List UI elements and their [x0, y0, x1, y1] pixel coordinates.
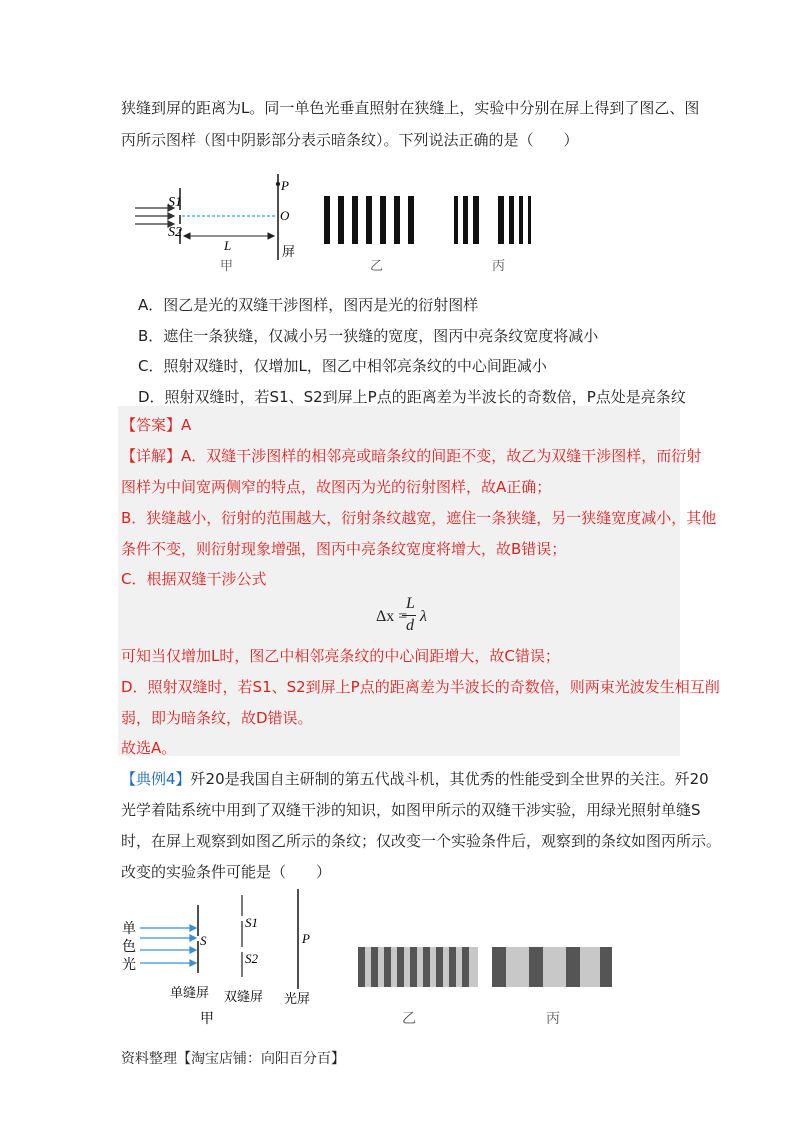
formula-denominator: d — [406, 617, 414, 634]
example4-line-2: 光学着陆系统中用到了双缝干涉的知识，如图甲所示的双缝干涉实验，用绿光照射单缝S — [121, 801, 701, 819]
pattern-bing — [454, 196, 531, 244]
question-line-2: 丙所示图样（图中阴影部分表示暗条纹）。下列说法正确的是（ ） — [121, 131, 579, 149]
light-label-1: 单 — [122, 921, 136, 937]
detail-b-line-2: 条件不变，则衍射现象增强，图丙中亮条纹宽度将增大，故B错误； — [121, 540, 567, 558]
example4-line-3: 时，在屏上观察到如图乙所示的条纹；仅改变一个实验条件后，观察到的条纹如图丙所示。 — [121, 832, 722, 850]
answer-label: 【答案】A — [121, 416, 192, 434]
detail-c-line-1: C．根据双缝干涉公式 — [121, 570, 267, 588]
footer-note: 资料整理【淘宝店铺：向阳百分百】 — [121, 1051, 345, 1067]
option-a: A．图乙是光的双缝干涉图样，图丙是光的衍射图样 — [138, 296, 479, 314]
label-s1-fig2: S1 — [245, 915, 258, 930]
label-single-slit: 单缝屏 — [170, 986, 210, 1001]
caption-yi-2: 乙 — [402, 1011, 416, 1027]
example4-text-1: 歼20是我国自主研制的第五代战斗机，其优秀的性能受到全世界的关注。歼20 — [190, 770, 709, 788]
label-light-screen: 光屏 — [284, 992, 311, 1007]
formula-numerator: L — [406, 595, 415, 612]
label-double-slit: 双缝屏 — [224, 990, 264, 1005]
label-s2-fig2: S2 — [245, 951, 258, 966]
detail-line-2: 图样为中间宽两侧窄的特点，故图丙为光的衍射图样，故A正确； — [121, 478, 552, 496]
caption-yi-1: 乙 — [370, 259, 384, 274]
pattern-yi-2 — [358, 947, 478, 987]
example4-line-1 — [121, 768, 709, 789]
light-arrows — [140, 925, 196, 966]
option-d: D．照射双缝时，若S1、S2到屏上P点的距离差为半波长的奇数倍，P点处是亮条纹 — [138, 388, 686, 406]
final-answer: 故选A。 — [121, 739, 177, 757]
pattern-bing-2 — [492, 947, 612, 987]
example4-label: 【典例4】 — [121, 770, 191, 788]
pattern-yi — [324, 196, 414, 244]
option-b: B．遮住一条狭缝，仅减小另一狭缝的宽度，图丙中亮条纹宽度将减小 — [138, 327, 599, 345]
label-s: S — [200, 933, 207, 948]
label-screen: 屏 — [282, 245, 296, 260]
option-c: C．照射双缝时，仅增加L，图乙中相邻亮条纹的中心间距减小 — [138, 357, 547, 375]
label-s2: S2 — [168, 225, 182, 240]
light-label-2: 色 — [122, 939, 136, 955]
label-s1: S1 — [168, 195, 182, 210]
caption-bing-2: 丙 — [546, 1011, 560, 1027]
light-label-3: 光 — [122, 957, 136, 973]
formula-lambda: λ — [420, 608, 427, 625]
figure-1 — [130, 166, 550, 276]
detail-d-line-1: D．照射双缝时，若S1、S2到屏上P点的距离差为半波长的奇数倍，则两束光波发生相互削 — [121, 678, 720, 696]
detail-c-line-2: 可知当仅增加L时，图乙中相邻亮条纹的中心间距增大，故C错误； — [121, 647, 560, 665]
label-p-fig2: P — [302, 931, 310, 946]
question-line-1: 狭缝到屏的距离为L。同一单色光垂直照射在狭缝上，实验中分别在屏上得到了图乙、图 — [121, 99, 700, 117]
point-p — [276, 182, 280, 186]
figure-2 — [118, 885, 628, 1030]
fraction-bar — [402, 615, 416, 616]
caption-bing-1: 丙 — [492, 259, 506, 274]
detail-line-1: 【详解】A．双缝干涉图样的相邻亮或暗条纹的间距不变，故乙为双缝干涉图样，而衍射 — [121, 447, 702, 465]
detail-b-line-1: B．狭缝越小，衍射的范围越大，衍射条纹越宽，遮住一条狭缝，另一狭缝宽度减小，其他 — [121, 509, 717, 527]
caption-jia-2: 甲 — [200, 1011, 214, 1027]
formula-left: Δx = — [376, 608, 408, 625]
example4-line-4: 改变的实验条件可能是（ ） — [121, 863, 332, 881]
label-p: P — [281, 178, 289, 193]
label-o: O — [280, 208, 290, 223]
label-l: L — [224, 238, 232, 253]
caption-jia-1: 甲 — [220, 259, 234, 274]
detail-d-line-2: 弱，即为暗条纹，故D错误。 — [121, 709, 313, 727]
